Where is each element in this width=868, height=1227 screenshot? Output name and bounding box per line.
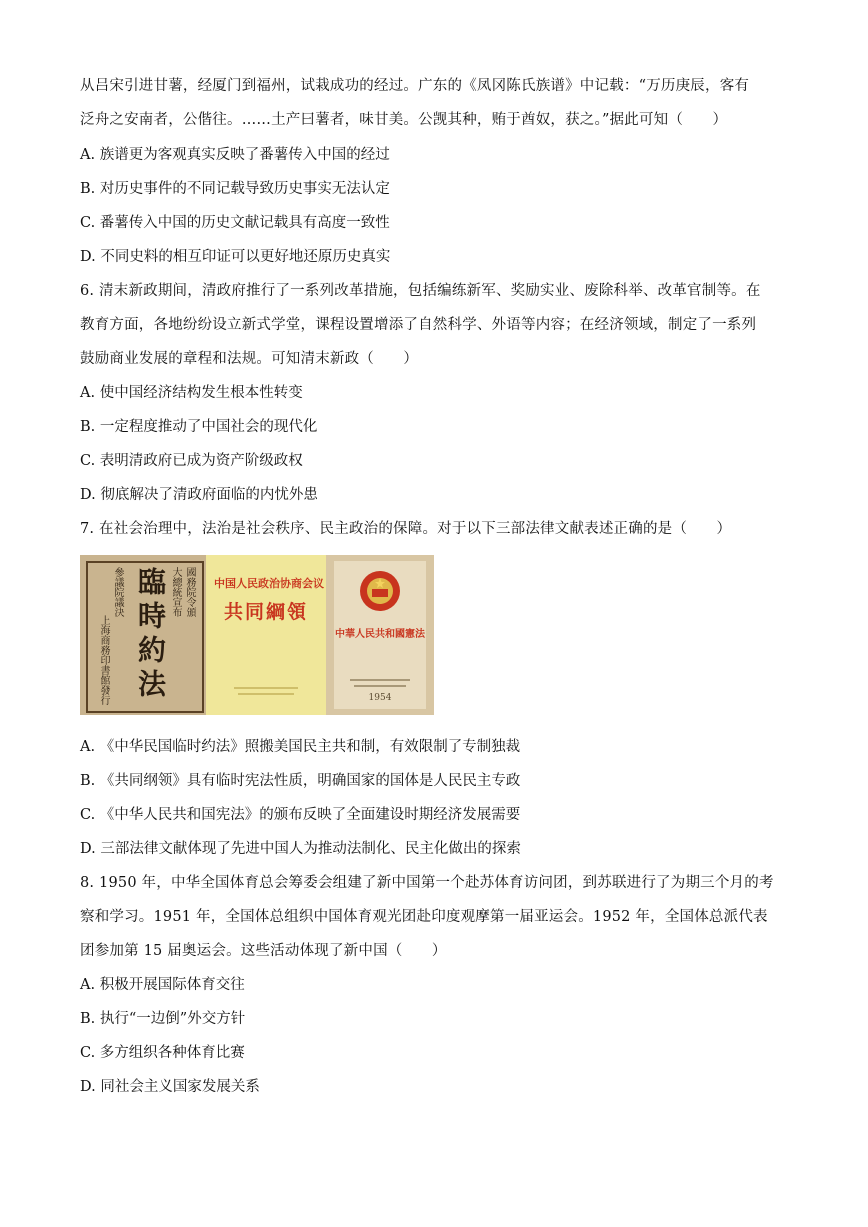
q6-option-a: A. 使中国经济结构发生根本性转变 — [80, 385, 303, 401]
q6-option-c: C. 表明清政府已成为资产阶级政权 — [80, 453, 303, 469]
q6-option-b: B. 一定程度推动了中国社会的现代化 — [80, 419, 318, 435]
q7-option-a: A. 《中华民国临时约法》照搬美国民主共和制，有效限制了专制独裁 — [80, 739, 521, 755]
q6-option-d: D. 彻底解决了清政府面临的内忧外患 — [80, 487, 318, 503]
doc1-side: 參議院議決 — [112, 567, 123, 617]
provisional-constitution-cover — [80, 555, 206, 715]
q7-stem-line1: 7. 在社会治理中，法治是社会秩序、民主政治的保障。对于以下三部法律文献表述正确的是（ ） — [80, 521, 732, 537]
q6-stem-line1: 6. 清末新政期间，清政府推行了一系列改革措施，包括编练新军、奖励实业、废除科举、改革官制等。在 — [80, 283, 761, 299]
national-emblem-icon — [358, 569, 402, 613]
doc1-left-col: 上海商務印書館發行 — [98, 615, 109, 705]
doc2-header: 中国人民政治协商会议 — [214, 577, 324, 590]
q8-stem-line1: 8. 1950 年，中华全国体育总会筹委会组建了新中国第一个赴苏体育访问团，到苏联进行了为期三个月的考 — [80, 875, 774, 891]
q8-stem-line3: 团参加第 15 届奥运会。这些活动体现了新中国（ ） — [80, 943, 447, 959]
q6-stem-line3: 鼓励商业发展的章程和法规。可知清末新政（ ） — [80, 351, 419, 367]
q8-option-b: B. 执行“一边倒”外交方针 — [80, 1011, 246, 1027]
q8-option-a: A. 积极开展国际体育交往 — [80, 977, 245, 993]
doc3-title: 中華人民共和國憲法 — [335, 629, 425, 640]
q7-law-documents-image — [80, 555, 434, 715]
q8-option-c: C. 多方组织各种体育比赛 — [80, 1045, 245, 1061]
q7-option-b: B. 《共同纲领》具有临时宪法性质，明确国家的国体是人民民主专政 — [80, 773, 521, 789]
q8-option-d: D. 同社会主义国家发展关系 — [80, 1079, 260, 1095]
q7-option-d: D. 三部法律文献体现了先进中国人为推动法制化、民主化做出的探索 — [80, 841, 521, 857]
q5-option-c: C. 番薯传入中国的历史文献记载具有高度一致性 — [80, 215, 390, 231]
doc1-right-col2: 國務院令頒 — [184, 567, 195, 617]
prc-constitution-cover — [326, 555, 434, 715]
q5-stem-line1: 从吕宋引进甘薯，经厦门到福州，试栽成功的经过。广东的《凤冈陈氏族谱》中记载：“万历庚辰，客有 — [80, 78, 750, 94]
doc2-title: 共同綱領 — [223, 601, 308, 623]
q5-option-a: A. 族谱更为客观真实反映了番薯传入中国的经过 — [80, 147, 390, 163]
q5-stem-line2: 泛舟之安南者，公偕往。……土产曰薯者，味甘美。公觊其种，贿于酋奴，获之。”据此可知（ ） — [80, 112, 728, 128]
doc1-title: 臨時約法 — [134, 567, 167, 703]
common-program-cover — [206, 555, 326, 715]
doc1-right-col1: 大總統宣布 — [170, 567, 181, 617]
q8-stem-line2: 察和学习。1951 年，全国体总组织中国体育观光团赴印度观摩第一届亚运会。1952 年，全国体总派代表 — [80, 909, 768, 925]
q6-stem-line2: 教育方面，各地纷纷设立新式学堂，课程设置增添了自然科学、外语等内容；在经济领域，制定了一系列 — [80, 317, 757, 333]
q5-option-d: D. 不同史料的相互印证可以更好地还原历史真实 — [80, 249, 391, 265]
q5-option-b: B. 对历史事件的不同记载导致历史事实无法认定 — [80, 181, 390, 197]
doc3-year: 1954 — [368, 693, 392, 703]
q7-option-c: C. 《中华人民共和国宪法》的颁布反映了全面建设时期经济发展需要 — [80, 807, 521, 823]
